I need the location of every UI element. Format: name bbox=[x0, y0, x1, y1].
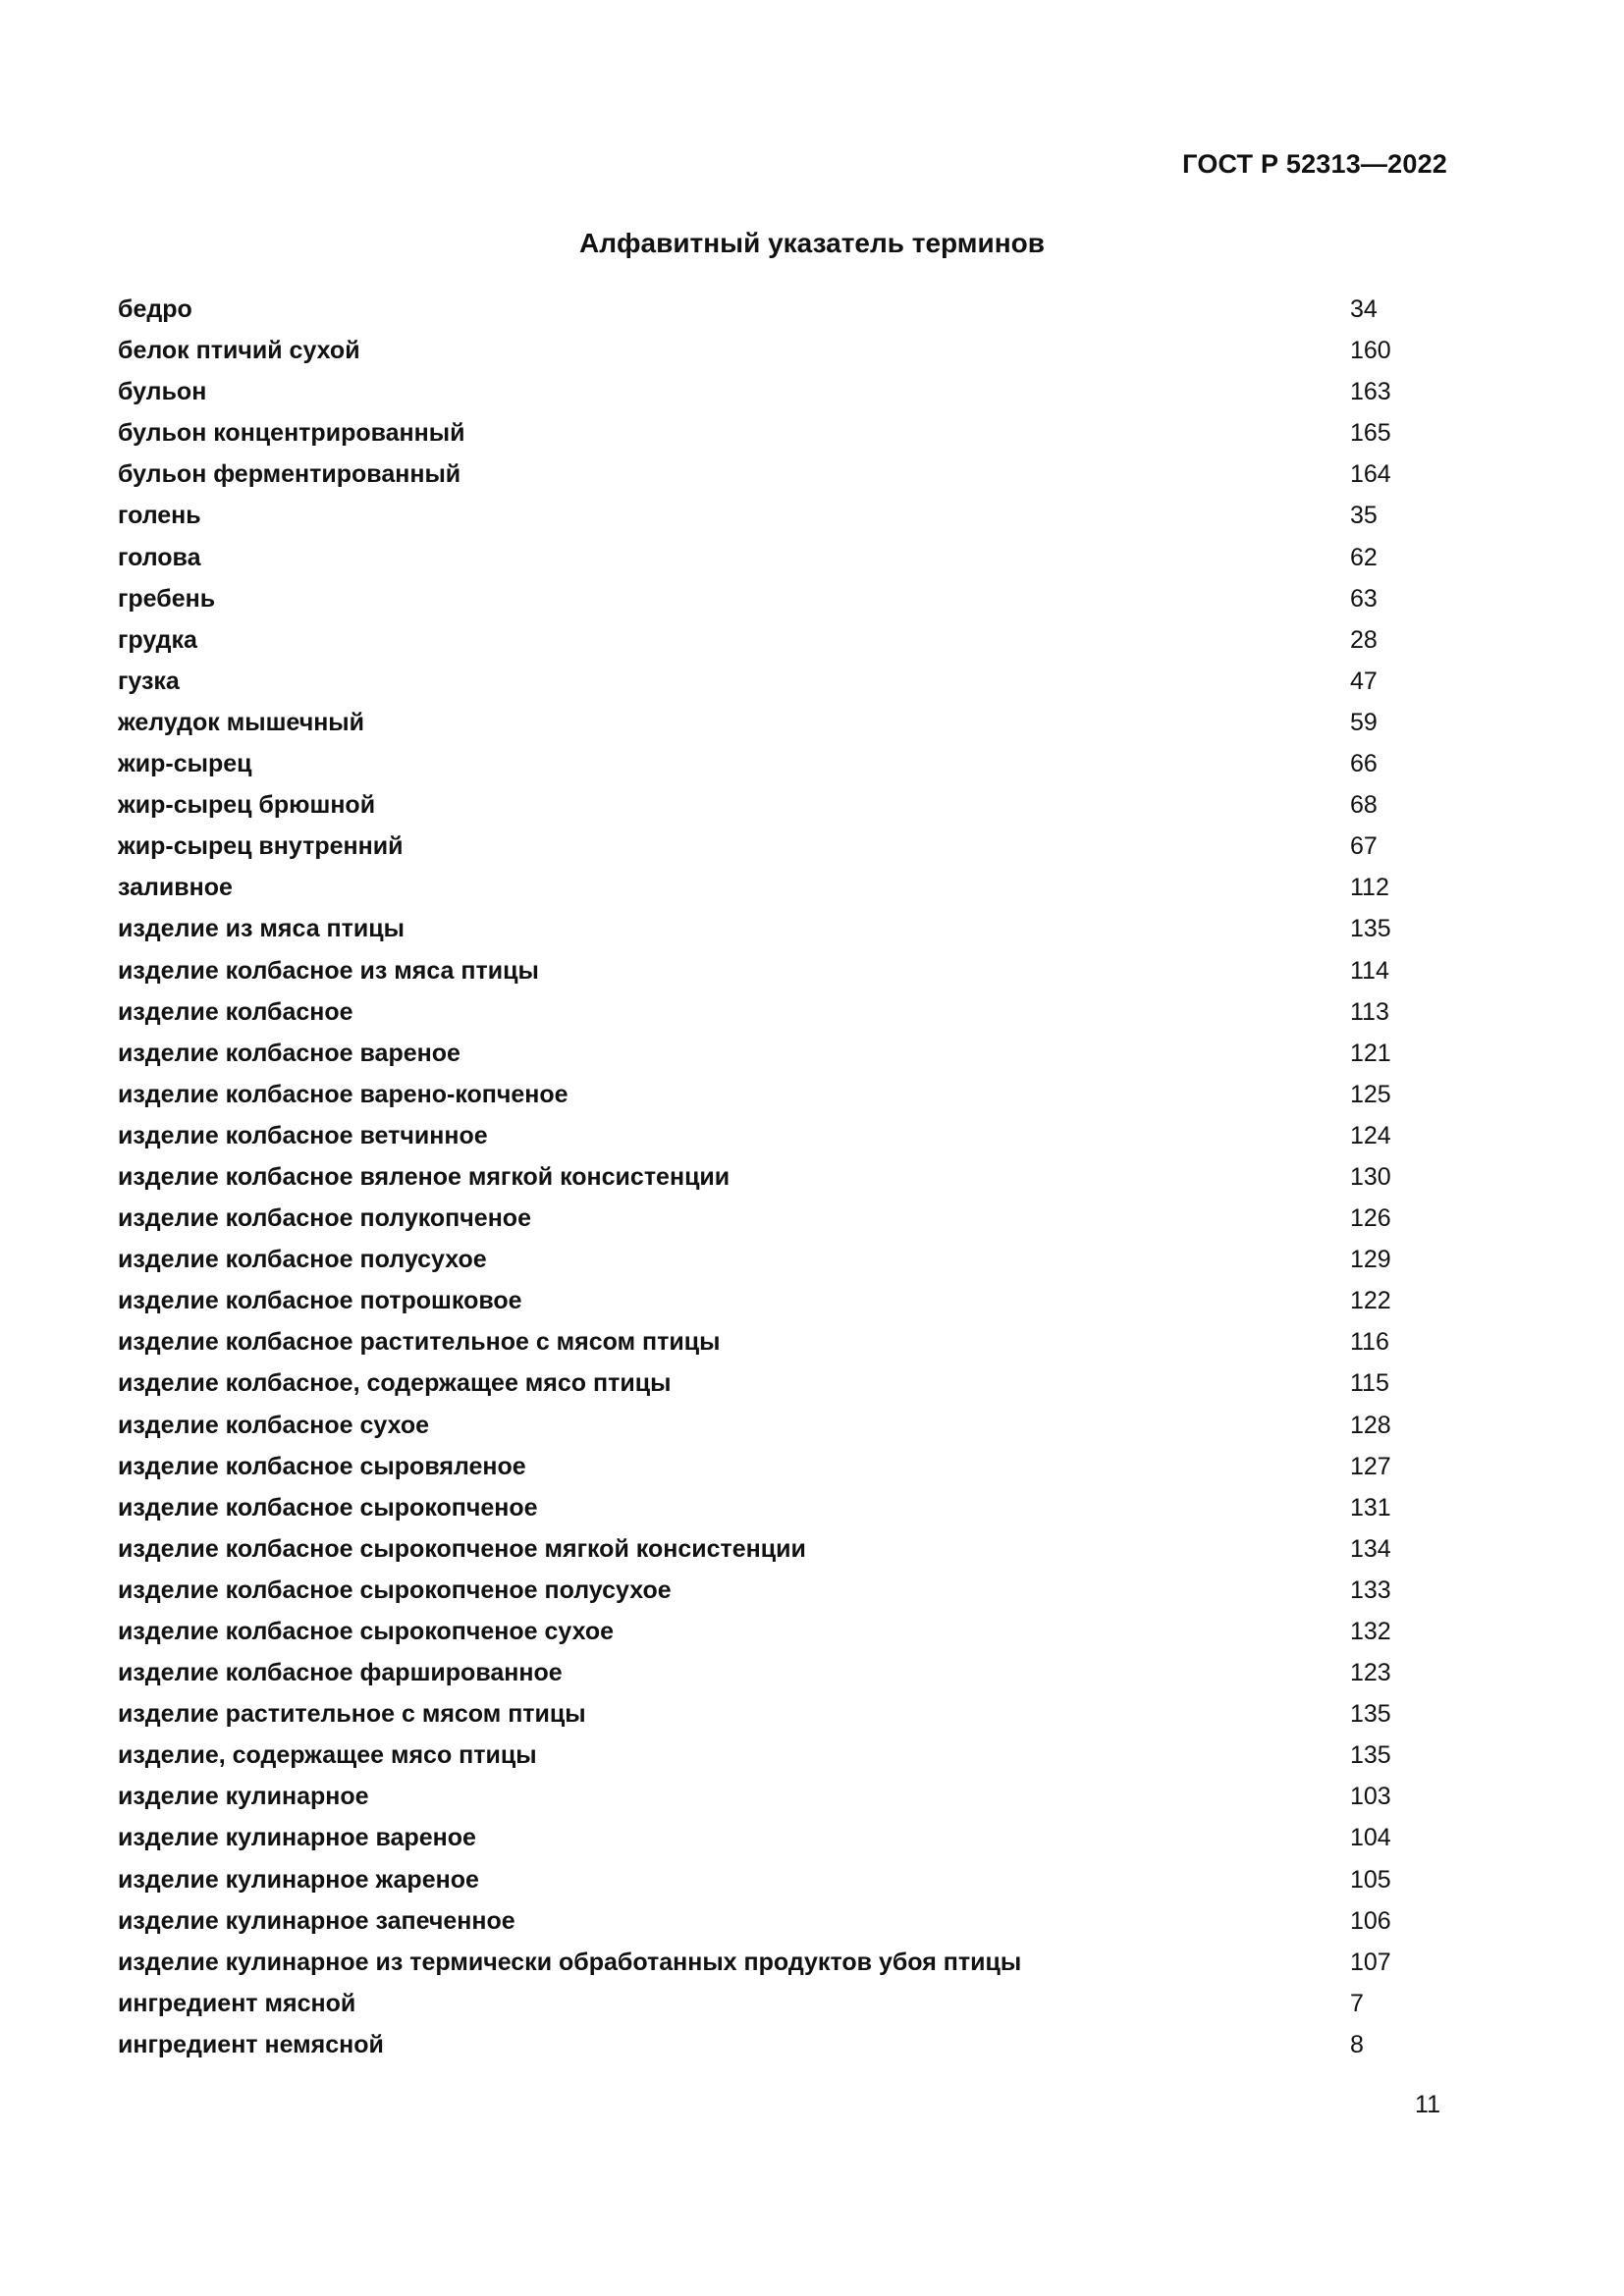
term-reference-number: 135 bbox=[1350, 1741, 1391, 1770]
term-row bbox=[118, 371, 1453, 412]
term-reference-number: 135 bbox=[1350, 915, 1391, 943]
term-label: голень bbox=[118, 502, 201, 530]
term-row bbox=[118, 1362, 1453, 1404]
term-reference-number: 127 bbox=[1350, 1452, 1391, 1480]
term-row bbox=[118, 1033, 1453, 1074]
term-label: изделие колбасное полусухое bbox=[118, 1246, 487, 1274]
term-reference-number: 63 bbox=[1350, 584, 1378, 613]
term-label: заливное bbox=[118, 874, 233, 902]
term-reference-number: 134 bbox=[1350, 1534, 1391, 1563]
term-label: изделие, содержащее мясо птицы bbox=[118, 1741, 537, 1770]
term-label: белок птичий сухой bbox=[118, 337, 360, 365]
term-reference-number: 8 bbox=[1350, 2030, 1364, 2058]
term-row bbox=[118, 908, 1453, 949]
term-row bbox=[118, 784, 1453, 826]
term-row bbox=[118, 1942, 1453, 1983]
term-reference-number: 7 bbox=[1350, 1989, 1364, 2017]
term-label: изделие кулинарное вареное bbox=[118, 1824, 476, 1852]
term-label: изделие колбасное сырокопченое сухое bbox=[118, 1618, 615, 1645]
term-row bbox=[118, 412, 1453, 454]
term-label: ингредиент мясной bbox=[118, 1989, 356, 2017]
term-reference-number: 116 bbox=[1350, 1328, 1389, 1357]
term-row bbox=[118, 1115, 1453, 1156]
term-reference-number: 47 bbox=[1350, 667, 1378, 695]
term-reference-number: 112 bbox=[1350, 874, 1389, 902]
term-label: гузка bbox=[118, 667, 180, 695]
term-reference-number: 130 bbox=[1350, 1162, 1391, 1191]
term-label: изделие колбасное сухое bbox=[118, 1411, 430, 1439]
term-label: изделие кулинарное запеченное bbox=[118, 1906, 515, 1935]
term-label: изделие колбасное bbox=[118, 997, 353, 1026]
term-row bbox=[118, 702, 1453, 743]
term-reference-number: 66 bbox=[1350, 750, 1378, 778]
term-reference-number: 28 bbox=[1350, 625, 1378, 654]
term-row bbox=[118, 1074, 1453, 1115]
term-row bbox=[118, 619, 1453, 661]
term-reference-number: 35 bbox=[1350, 502, 1378, 530]
term-row bbox=[118, 1321, 1453, 1362]
term-label: изделие колбасное, содержащее мясо птицы bbox=[118, 1369, 672, 1398]
document-code: ГОСТ Р 52313—2022 bbox=[1182, 149, 1447, 179]
term-row bbox=[118, 495, 1453, 536]
term-reference-number: 114 bbox=[1350, 956, 1389, 985]
term-label: изделие колбасное сыровяленое bbox=[118, 1452, 526, 1480]
term-label: голова bbox=[118, 543, 201, 571]
term-label: изделие колбасное растительное с мясом птицы bbox=[118, 1328, 721, 1357]
term-row bbox=[118, 1446, 1453, 1487]
term-reference-number: 59 bbox=[1350, 708, 1378, 736]
term-label: бульон bbox=[118, 378, 207, 406]
term-row bbox=[118, 1280, 1453, 1321]
term-label: жир-сырец bbox=[118, 750, 252, 778]
term-label: изделие колбасное вареное bbox=[118, 1039, 460, 1067]
term-row bbox=[118, 1487, 1453, 1528]
term-reference-number: 133 bbox=[1350, 1575, 1391, 1604]
term-row bbox=[118, 454, 1453, 495]
term-row bbox=[118, 1735, 1453, 1776]
term-row bbox=[118, 1611, 1453, 1652]
term-reference-number: 163 bbox=[1350, 378, 1391, 406]
term-row bbox=[118, 743, 1453, 784]
term-row bbox=[118, 991, 1453, 1033]
term-label: изделие кулинарное жареное bbox=[118, 1865, 479, 1894]
term-label: изделие колбасное потрошковое bbox=[118, 1287, 522, 1315]
term-label: изделие колбасное сырокопченое bbox=[118, 1493, 538, 1522]
term-reference-number: 160 bbox=[1350, 337, 1391, 365]
term-reference-number: 103 bbox=[1350, 1783, 1391, 1811]
term-row bbox=[118, 1652, 1453, 1693]
term-label: изделие колбасное фаршированное bbox=[118, 1659, 563, 1687]
term-label: бедро bbox=[118, 295, 192, 323]
term-label: изделие колбасное полукопченое bbox=[118, 1204, 531, 1233]
term-row bbox=[118, 1528, 1453, 1570]
page-number: 11 bbox=[1415, 2091, 1440, 2118]
term-label: изделие колбасное сырокопченое мягкой консистенции bbox=[118, 1534, 806, 1563]
term-reference-number: 124 bbox=[1350, 1121, 1391, 1149]
term-row bbox=[118, 1198, 1453, 1239]
term-reference-number: 135 bbox=[1350, 1700, 1391, 1729]
term-row bbox=[118, 826, 1453, 867]
term-row bbox=[118, 867, 1453, 908]
term-row bbox=[118, 2024, 1453, 2065]
term-label: изделие кулинарное bbox=[118, 1783, 369, 1811]
term-label: изделие растительное с мясом птицы bbox=[118, 1700, 586, 1729]
term-reference-number: 104 bbox=[1350, 1824, 1391, 1852]
term-reference-number: 106 bbox=[1350, 1906, 1391, 1935]
term-reference-number: 121 bbox=[1350, 1039, 1391, 1067]
term-row bbox=[118, 1983, 1453, 2024]
term-reference-number: 115 bbox=[1350, 1369, 1389, 1398]
term-label: жир-сырец внутренний bbox=[118, 832, 404, 861]
term-label: грудка bbox=[118, 625, 197, 654]
term-label: изделие колбасное из мяса птицы bbox=[118, 956, 539, 985]
term-label: изделие колбасное ветчинное bbox=[118, 1121, 488, 1149]
term-reference-number: 34 bbox=[1350, 295, 1378, 323]
page-title: Алфавитный указатель терминов bbox=[579, 228, 1045, 258]
term-label: жир-сырец брюшной bbox=[118, 791, 376, 820]
term-row bbox=[118, 578, 1453, 619]
term-label: гребень bbox=[118, 584, 216, 613]
term-row bbox=[118, 537, 1453, 578]
term-row bbox=[118, 1156, 1453, 1198]
term-row bbox=[118, 1693, 1453, 1735]
term-reference-number: 131 bbox=[1350, 1493, 1391, 1522]
term-row bbox=[118, 661, 1453, 702]
term-reference-number: 129 bbox=[1350, 1246, 1391, 1274]
term-row bbox=[118, 1859, 1453, 1900]
term-label: ингредиент немясной bbox=[118, 2030, 384, 2058]
term-row bbox=[118, 1405, 1453, 1446]
term-reference-number: 125 bbox=[1350, 1080, 1391, 1108]
term-reference-number: 128 bbox=[1350, 1411, 1391, 1439]
term-reference-number: 123 bbox=[1350, 1659, 1391, 1687]
term-reference-number: 126 bbox=[1350, 1204, 1391, 1233]
term-label: изделие колбасное варено-копченое bbox=[118, 1080, 568, 1108]
term-reference-number: 67 bbox=[1350, 832, 1378, 861]
term-reference-number: 165 bbox=[1350, 419, 1391, 448]
term-label: изделие кулинарное из термически обработанных продуктов убоя птицы bbox=[118, 1948, 1022, 1976]
term-label: желудок мышечный bbox=[118, 708, 365, 736]
term-row bbox=[118, 1776, 1453, 1817]
term-label: изделие колбасное сырокопченое полусухое bbox=[118, 1575, 672, 1604]
term-reference-number: 132 bbox=[1350, 1618, 1391, 1645]
term-label: изделие колбасное вяленое мягкой консистенции bbox=[118, 1162, 731, 1191]
term-reference-number: 113 bbox=[1350, 997, 1389, 1026]
term-reference-number: 62 bbox=[1350, 543, 1378, 571]
term-label: бульон концентрированный bbox=[118, 419, 465, 448]
term-reference-number: 68 bbox=[1350, 791, 1378, 820]
term-row bbox=[118, 1570, 1453, 1611]
term-reference-number: 122 bbox=[1350, 1287, 1391, 1315]
term-row bbox=[118, 1239, 1453, 1280]
term-row bbox=[118, 330, 1453, 371]
term-reference-number: 105 bbox=[1350, 1865, 1391, 1894]
term-reference-number: 164 bbox=[1350, 460, 1391, 489]
term-index-list bbox=[118, 289, 1453, 2065]
term-row bbox=[118, 1900, 1453, 1942]
term-reference-number: 107 bbox=[1350, 1948, 1391, 1976]
term-label: бульон ферментированный bbox=[118, 460, 461, 489]
term-label: изделие из мяса птицы bbox=[118, 915, 405, 943]
term-row bbox=[118, 950, 1453, 991]
term-row bbox=[118, 289, 1453, 330]
term-row bbox=[118, 1817, 1453, 1858]
